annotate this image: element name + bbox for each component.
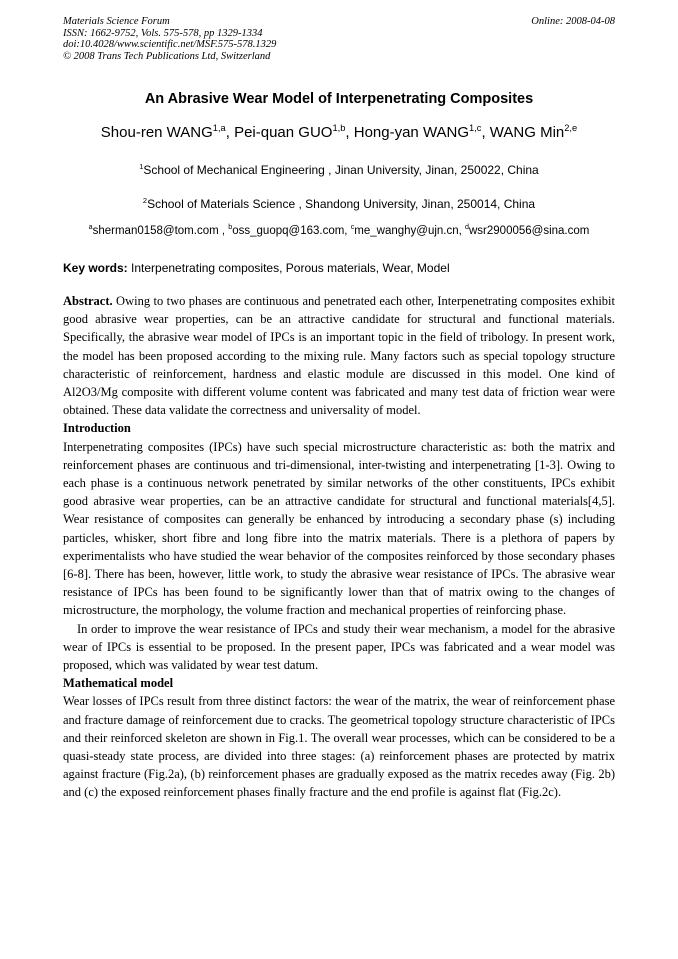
author-separator: , — [481, 124, 490, 141]
email-sup: d — [465, 223, 469, 232]
author-separator: , — [345, 124, 354, 141]
email-sup: b — [228, 223, 233, 232]
email-address: oss_guopq@163.com, — [232, 225, 351, 237]
affiliation-text: School of Mechanical Engineering , Jinan University, Jinan, 250022, China — [143, 163, 539, 177]
affiliation-sup: 1 — [139, 162, 144, 171]
email-sup: a — [88, 223, 93, 232]
affiliation-2 — [0, 197, 678, 211]
abstract-text: Owing to two phases are continuous and penetrated each other, Interpenetrating composites exhibit good abrasive wear properties, can be an attractive candidate for structural and functional materials. Specifically, the abrasive wear model of IPCs is an important topic in the field of tribology. In present work, the model has been proposed according to the mixing rule. Many factors such as special topology structure characteristic of reinforcement, hardness and elastic module are discussed in this model. One kind of Al2O3/Mg composite with different volume content was fabricated and many test data of friction wear were obtained. These data validate the correctness and universality of model. — [63, 294, 615, 418]
author-name: Hong-yan WANG — [353, 124, 470, 141]
copyright-line: © 2008 Trans Tech Publications Ltd, Switzerland — [63, 50, 271, 62]
abstract-label: Abstract. — [63, 294, 113, 308]
abstract-paragraph — [63, 292, 615, 419]
model-paragraph-1: Wear losses of IPCs result from three distinct factors: the wear of the matrix, the wear of reinforcement phase and fracture damage of reinforcement due to cracks. The geometrical topology structure characteristic of IPCs and their reinforced skeleton are shown in Fig.1. The overall wear processes, which can be considered to be a quasi-steady state process, are divided into three stages: (a) reinforcement phases are protected by matrix against fracture (Fig.2a), (b) reinforcement phases are gradually exposed as the matrix recedes away (Fig. 2b) and (c) the exposed reinforcement phases finally fracture and the end profile is against flat (Fig.2c). — [63, 694, 615, 800]
journal-header — [63, 16, 276, 62]
introduction-paragraph-1: Interpenetrating composites (IPCs) have such special microstructure characteristic as: both the matrix and reinforcement phases are continuous and tri-dimensional, inter-twisting and interpenetrating [1-3]. Owing to each phase is a continuous network penetrated by similar networks of the other constituents, IPCs exhibit good abrasive wear properties, can be an attractive candidate for structural and functional materials[4,5]. Wear resistance of composites can generally be enhanced by introducing a secondary phase (s) including particles, whisker, short fibre and long fibre into the matrix materials. There is a plethora of papers by experimentalists who have studied the wear behavior of the composites reinforced by those secondary phases [6-8]. There has been, however, little work, to study the abrasive wear resistance of IPCs. The abrasive wear resistance of IPCs has been found to be significantly lower than that of matrix owing to the changes of microstructure, the morphology, the volume fraction and mechanical properties of reinforcing phase. — [63, 439, 615, 618]
keywords-text: Interpenetrating composites, Porous materials, Wear, Model — [127, 261, 450, 275]
paper-title: An Abrasive Wear Model of Interpenetrating Composites — [144, 91, 534, 107]
keywords-line — [63, 261, 615, 275]
model-heading: Mathematical model — [63, 676, 174, 691]
online-date: Online: 2008-04-08 — [531, 16, 615, 27]
email-address: sherman0158@tom.com , — [92, 225, 226, 237]
issn-line: ISSN: 1662-9752, Vols. 575-578, pp 1329-1334 — [63, 27, 263, 39]
affiliation-sup: 2 — [142, 196, 148, 205]
author-sup: 1,b — [332, 123, 346, 133]
journal-name: Materials Science Forum — [63, 16, 170, 27]
keywords-label: Key words: — [63, 261, 128, 275]
author-name: WANG Min — [489, 124, 565, 141]
author-sup: 1,a — [212, 123, 226, 133]
affiliation-1 — [0, 163, 678, 177]
email-sup: c — [350, 223, 355, 232]
author-name: Shou-ren WANG — [100, 124, 213, 141]
doi-line: doi:10.4028/www.scientific.net/MSF.575-578.1329 — [63, 39, 277, 50]
email-address: wsr2900056@sina.com — [469, 225, 590, 237]
affiliation-text: School of Materials Science , Shandong University, Jinan, 250014, China — [147, 197, 536, 211]
author-separator: , — [225, 124, 235, 141]
author-list — [0, 124, 678, 141]
introduction-heading: Introduction — [63, 421, 131, 436]
email-list — [0, 225, 678, 237]
author-sup: 1,c — [469, 123, 482, 133]
paper-body — [63, 292, 615, 802]
email-address: me_wanghy@ujn.cn, — [354, 225, 466, 237]
author-sup: 2,e — [564, 123, 578, 133]
introduction-paragraph-2: In order to improve the wear resistance of IPCs and study their wear mechanism, a model for the abrasive wear of IPCs is essential to be proposed. In the present paper, IPCs was fabricated and a wear model was proposed, which was validated by wear test datum. — [63, 621, 615, 673]
author-name: Pei-quan GUO — [234, 124, 333, 141]
